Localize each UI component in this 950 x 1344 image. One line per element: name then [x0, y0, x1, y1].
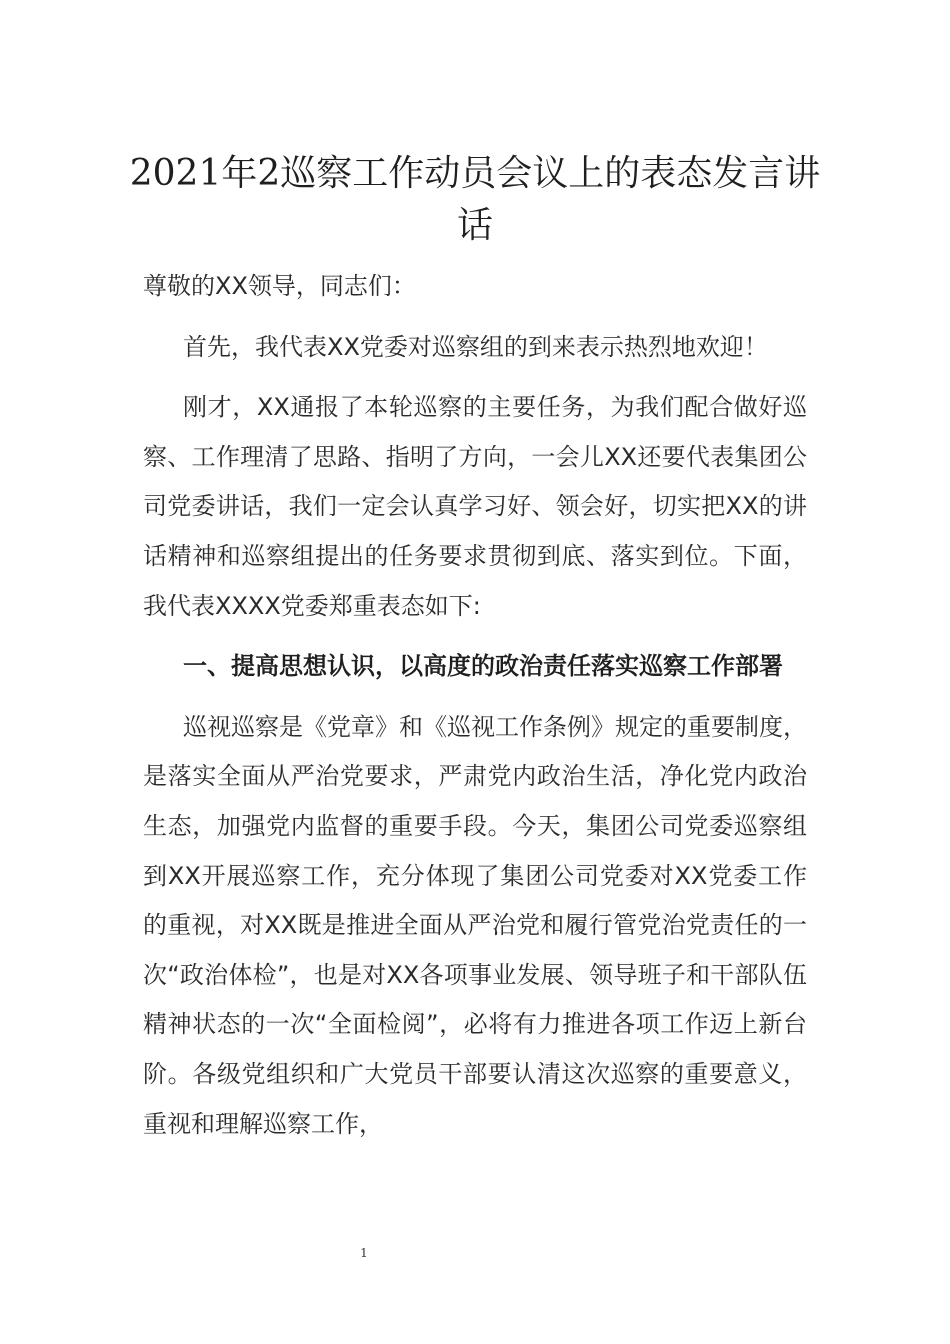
salutation-paragraph: 尊敬的XX领导，同志们：: [143, 272, 416, 300]
section-heading: 一、提高思想认识，以高度的政治责任落实巡察工作部署: [183, 652, 783, 681]
page-number: 1: [360, 1246, 368, 1260]
welcome-paragraph: 首先，我代表XX党委对巡察组的到来表示热烈地欢迎！: [183, 332, 768, 361]
section-paragraph: 巡视巡察是《党章》和《巡视工作条例》规定的重要制度，是落实全面从严治党要求，严肃党内政治生活，净化党内政治生态，加强党内监督的重要手段。今天，集团公司党委巡察组到XX开展巡察工作，充分体现了集团公司党委对XX党委工作的重视，对XX既是推进全面从严治党和履行管党治党责任的一次“政治体检”，也是对XX各项事业发展、领导班子和干部队伍精神状态的一次“全面检阅”，必将有力推进各项工作迈上新台阶。各级党组织和广大党员干部要认清这次巡察的重要意义，重视和理解巡察工作，: [143, 712, 807, 1138]
document-title: 2021年2巡察工作动员会议上的表态发言讲话: [129, 153, 821, 246]
document-body: [143, 262, 807, 1160]
intro-paragraph: 刚才，XX通报了本轮巡察的主要任务，为我们配合做好巡察、工作理清了思路、指明了方向，一会儿XX还要代表集团公司党委讲话，我们一定会认真学习好、领会好，切实把XX的讲话精神和巡察组提出的任务要求贯彻到底、落实到位。下面，我代表XXXX党委郑重表态如下:: [143, 393, 807, 620]
